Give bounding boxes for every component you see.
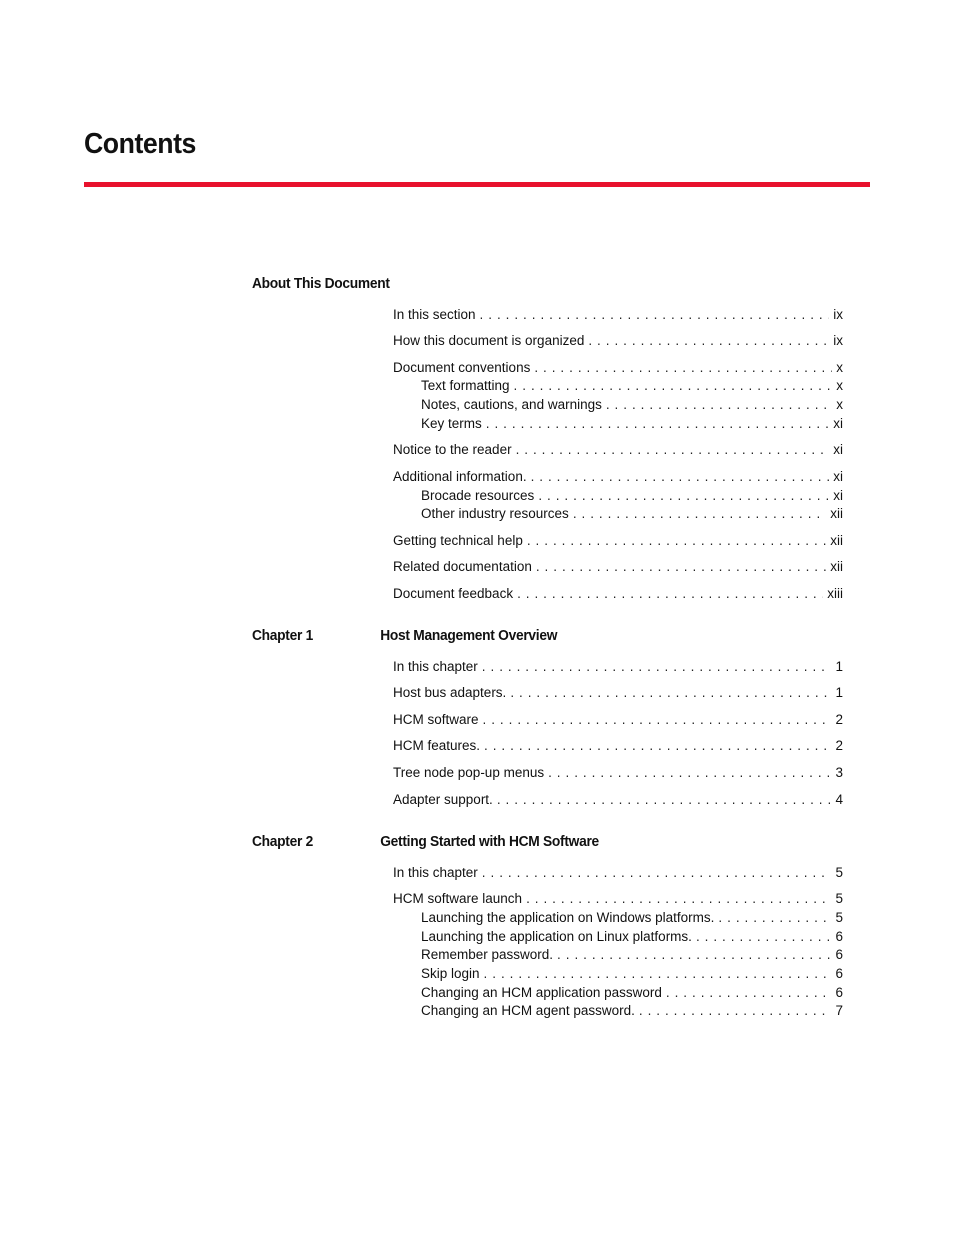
toc-entry-label: HCM features.	[393, 738, 481, 753]
toc-entry-page-number: xi	[829, 415, 843, 433]
toc-entry-page-number: x	[832, 359, 843, 377]
toc-entry[interactable]	[393, 684, 843, 702]
dot-leader	[514, 377, 833, 395]
dot-leader	[534, 359, 832, 377]
toc-entry-label: Related documentation	[393, 559, 532, 574]
dot-leader	[538, 487, 829, 505]
toc-entry-label: Document conventions	[393, 360, 531, 375]
toc-entry-label: Launching the application on Linux platforms.	[421, 929, 692, 944]
dot-leader	[482, 864, 832, 882]
toc-entry[interactable]	[393, 441, 843, 459]
dot-leader	[696, 928, 832, 946]
dot-leader	[639, 1002, 832, 1020]
toc-entry-page-number: xi	[829, 441, 843, 459]
toc-entry-page-number: 6	[831, 946, 843, 964]
toc-entry-label: Host bus adapters.	[393, 685, 507, 700]
toc-entry-page-number: 5	[831, 909, 843, 927]
title-rule	[84, 182, 870, 187]
dot-leader	[517, 585, 823, 603]
toc-entry[interactable]	[393, 737, 843, 755]
toc-section-heading	[252, 628, 558, 644]
toc-entry-label: HCM software	[393, 712, 479, 727]
toc-entry[interactable]	[421, 965, 843, 983]
toc-entry-page-number: 3	[831, 764, 843, 782]
dot-leader	[480, 306, 830, 324]
toc-entry-label: HCM software launch	[393, 891, 523, 906]
toc-entry[interactable]	[393, 332, 843, 350]
dot-leader	[536, 558, 826, 576]
toc-entry[interactable]	[393, 711, 843, 729]
chapter-label: Chapter 2	[252, 834, 313, 850]
toc-entry-label: Tree node pop-up menus	[393, 765, 545, 780]
dot-leader	[531, 468, 830, 486]
toc-section-heading	[252, 834, 599, 850]
toc-entry[interactable]	[421, 1002, 843, 1020]
toc-entry-page-number: xiii	[823, 585, 843, 603]
dot-leader	[557, 946, 831, 964]
toc-entry-label: Adapter support.	[393, 792, 493, 807]
toc-entry-label: Skip login	[421, 966, 480, 981]
toc-entry-label: Key terms	[421, 416, 482, 431]
toc-entry-page-number: xii	[826, 505, 843, 523]
toc-entry-page-number: 6	[831, 928, 843, 946]
chapter-title: Host Management Overview	[380, 628, 558, 644]
toc-entry-page-number: 5	[831, 864, 843, 882]
toc-entry-page-number: xi	[829, 487, 843, 505]
dot-leader	[516, 441, 830, 459]
chapter-title: Getting Started with HCM Software	[380, 834, 599, 850]
dot-leader	[497, 791, 832, 809]
toc-entry-label: In this chapter	[393, 659, 478, 674]
dot-leader	[588, 332, 829, 350]
toc-entry[interactable]	[421, 946, 843, 964]
toc-entry-label: Changing an HCM agent password.	[421, 1003, 635, 1018]
dot-leader	[526, 890, 831, 908]
dot-leader	[486, 415, 829, 433]
toc-entry[interactable]	[421, 487, 843, 505]
toc-section-heading	[252, 276, 390, 292]
toc-entry-label: Document feedback	[393, 586, 514, 601]
toc-entry[interactable]	[421, 396, 843, 414]
toc-entry-page-number: 4	[831, 791, 843, 809]
toc-entry-page-number: x	[832, 396, 843, 414]
dot-leader	[606, 396, 832, 414]
toc-entry-label: Other industry resources	[421, 506, 569, 521]
toc-entry-page-number: 6	[831, 965, 843, 983]
dot-leader	[510, 684, 831, 702]
toc-entry-page-number: 1	[831, 684, 843, 702]
toc-entry[interactable]	[393, 306, 843, 324]
dot-leader	[527, 532, 826, 550]
toc-entry-label: In this section	[393, 307, 476, 322]
dot-leader	[718, 909, 831, 927]
toc-entry-label: In this chapter	[393, 865, 478, 880]
toc-entry[interactable]	[393, 359, 843, 377]
toc-entry-page-number: 2	[831, 711, 843, 729]
chapter-label: Chapter 1	[252, 628, 313, 644]
toc-entry-page-number: ix	[829, 306, 843, 324]
page-title: Contents	[84, 128, 196, 160]
toc-entry[interactable]	[393, 864, 843, 882]
toc-entry[interactable]	[421, 909, 843, 927]
toc-entry[interactable]	[393, 558, 843, 576]
toc-entry-label: Additional information.	[393, 469, 527, 484]
toc-entry[interactable]	[421, 505, 843, 523]
toc-entry-page-number: xii	[826, 558, 843, 576]
toc-entry-page-number: 1	[831, 658, 843, 676]
toc-entry[interactable]	[393, 658, 843, 676]
toc-entry[interactable]	[421, 377, 843, 395]
toc-entry-page-number: 7	[831, 1002, 843, 1020]
dot-leader	[666, 984, 832, 1002]
toc-entry-page-number: xii	[826, 532, 843, 550]
dot-leader	[548, 764, 831, 782]
toc-entry[interactable]	[421, 415, 843, 433]
toc-entry-label: Brocade resources	[421, 488, 535, 503]
dot-leader	[482, 658, 832, 676]
toc-entry-page-number: 5	[831, 890, 843, 908]
dot-leader	[483, 711, 832, 729]
toc-entry-page-number: x	[832, 377, 843, 395]
dot-leader	[484, 965, 832, 983]
section-title: About This Document	[252, 276, 390, 292]
toc-entry[interactable]	[393, 764, 843, 782]
toc-entry-label: Getting technical help	[393, 533, 523, 548]
toc-entry[interactable]	[393, 791, 843, 809]
toc-entry-page-number: 2	[831, 737, 843, 755]
toc-entry-label: Launching the application on Windows platforms.	[421, 910, 715, 925]
toc-entry-page-number: 6	[831, 984, 843, 1002]
dot-leader	[484, 737, 831, 755]
toc-entry-label: Text formatting	[421, 378, 510, 393]
toc-entry[interactable]	[393, 585, 843, 603]
toc-entry-page-number: xi	[829, 468, 843, 486]
toc-entry-label: Notice to the reader	[393, 442, 512, 457]
toc-entry-label: Remember password.	[421, 947, 554, 962]
toc-entry-label: Changing an HCM application password	[421, 985, 662, 1000]
dot-leader	[573, 505, 826, 523]
toc-entry[interactable]	[421, 928, 843, 946]
toc-entry[interactable]	[393, 468, 843, 486]
toc-entry[interactable]	[421, 984, 843, 1002]
toc-entry[interactable]	[393, 532, 843, 550]
toc-entry-label: Notes, cautions, and warnings	[421, 397, 602, 412]
toc-entry[interactable]	[393, 890, 843, 908]
toc-entry-label: How this document is organized	[393, 333, 585, 348]
toc-entry-page-number: ix	[829, 332, 843, 350]
